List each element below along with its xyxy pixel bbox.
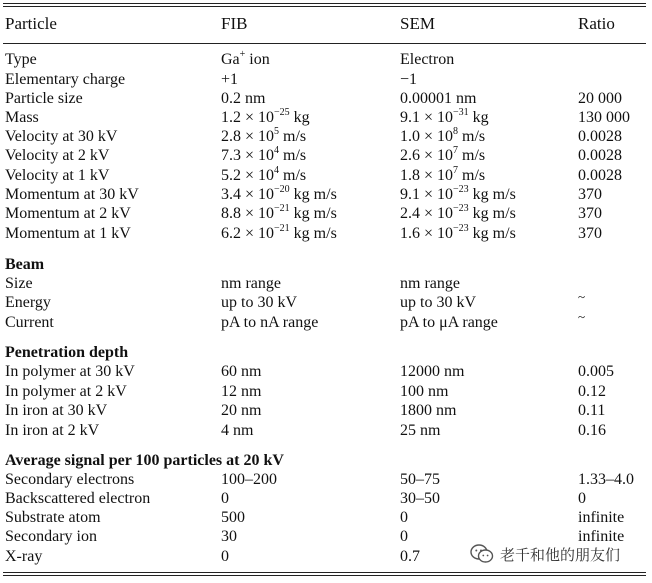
top-rule-2 bbox=[3, 6, 646, 7]
table-row bbox=[0, 489, 652, 509]
ratio-value: ~ bbox=[578, 289, 586, 304]
sem-value: 50–75 bbox=[400, 471, 440, 488]
table-row bbox=[0, 166, 652, 186]
fib-value-unit: kg bbox=[289, 109, 310, 126]
table-row bbox=[0, 309, 652, 333]
ratio-value: 0.11 bbox=[578, 402, 606, 419]
fib-value bbox=[221, 108, 310, 128]
table-header-row bbox=[0, 14, 652, 34]
fib-value-exponent: −25 bbox=[274, 106, 290, 118]
sem-value-base: 0.00001 nm bbox=[400, 90, 477, 107]
sem-value-exponent: 8 bbox=[453, 125, 459, 137]
ratio-value: 0.16 bbox=[578, 422, 606, 439]
ratio-value: 0.0028 bbox=[578, 147, 622, 164]
section-title-signal: Average signal per 100 particles at 20 kV bbox=[5, 452, 284, 469]
row-label: Secondary electrons bbox=[5, 471, 135, 488]
fib-value: nm range bbox=[221, 275, 281, 292]
sem-value-base: 2.4 × 10 bbox=[400, 205, 454, 222]
ratio-value: 0.0028 bbox=[578, 128, 622, 145]
table-row bbox=[0, 421, 652, 441]
table-row bbox=[0, 185, 652, 205]
bottom-rule-1 bbox=[3, 572, 646, 573]
sem-value-base: 2.6 × 10 bbox=[400, 147, 454, 164]
section-title-penetration: Penetration depth bbox=[5, 344, 129, 361]
sem-value-unit: m/s bbox=[458, 128, 486, 145]
fib-value-exponent: 5 bbox=[274, 125, 280, 137]
ratio-value: infinite bbox=[578, 528, 625, 545]
fib-value-exponent: 4 bbox=[274, 164, 280, 176]
row-label: Elementary charge bbox=[5, 71, 126, 88]
fib-value: 30 bbox=[221, 528, 237, 545]
row-label: Velocity at 2 kV bbox=[5, 147, 110, 164]
sem-value bbox=[400, 166, 485, 186]
ratio-value: 130 000 bbox=[578, 109, 630, 126]
fib-value bbox=[221, 204, 337, 224]
sem-value: 25 nm bbox=[400, 422, 441, 439]
table-row bbox=[0, 382, 652, 402]
fib-value-base: 3.4 × 10 bbox=[221, 186, 275, 203]
sem-value-unit: kg m/s bbox=[468, 205, 516, 222]
header-fib: FIB bbox=[221, 14, 248, 33]
fib-value-base: 2.8 × 10 bbox=[221, 128, 275, 145]
header-ratio: Ratio bbox=[578, 14, 615, 33]
fib-value-base: +1 bbox=[221, 71, 239, 88]
row-label: Energy bbox=[5, 294, 51, 311]
fib-value-base: Ga bbox=[221, 51, 240, 68]
ratio-value: 0 bbox=[578, 490, 586, 507]
row-label: Momentum at 1 kV bbox=[5, 225, 131, 242]
fib-value bbox=[221, 146, 306, 166]
ratio-value: ~ bbox=[578, 309, 586, 324]
table-row bbox=[0, 224, 652, 244]
sem-value bbox=[400, 108, 489, 128]
fib-value-base: 6.2 × 10 bbox=[221, 225, 275, 242]
sem-value bbox=[400, 89, 476, 109]
sem-value-unit: m/s bbox=[458, 167, 486, 184]
fib-value bbox=[221, 224, 337, 244]
watermark bbox=[470, 542, 620, 566]
table-row bbox=[0, 50, 652, 70]
fib-value: 0 bbox=[221, 548, 229, 565]
table-row bbox=[0, 508, 652, 528]
ratio-value: 370 bbox=[578, 225, 602, 242]
fib-value bbox=[221, 166, 306, 186]
sem-value: 0.7 bbox=[400, 548, 420, 565]
sem-value-base: 9.1 × 10 bbox=[400, 109, 454, 126]
bottom-rule-2 bbox=[3, 575, 646, 576]
row-label: Current bbox=[5, 314, 54, 331]
fib-value: 60 nm bbox=[221, 363, 262, 380]
fib-value bbox=[221, 50, 270, 70]
table-row bbox=[0, 108, 652, 128]
fib-value-base: 0.2 nm bbox=[221, 90, 266, 107]
sem-value-base: −1 bbox=[400, 71, 418, 88]
table-row bbox=[0, 289, 652, 313]
sem-value: 0 bbox=[400, 509, 408, 526]
sem-value: nm range bbox=[400, 275, 460, 292]
fib-value: 4 nm bbox=[221, 422, 254, 439]
wechat-icon bbox=[470, 543, 494, 565]
section-title-beam: Beam bbox=[5, 256, 45, 273]
sem-value-exponent: −31 bbox=[453, 106, 469, 118]
fib-value-exponent: −21 bbox=[274, 222, 290, 234]
fib-value bbox=[221, 70, 238, 90]
fib-value-base: 1.2 × 10 bbox=[221, 109, 275, 126]
fib-value: 12 nm bbox=[221, 383, 262, 400]
row-label: Type bbox=[5, 51, 37, 68]
fib-value-base: 5.2 × 10 bbox=[221, 167, 275, 184]
fib-value: 0 bbox=[221, 490, 229, 507]
ratio-value: infinite bbox=[578, 509, 625, 526]
fib-value bbox=[221, 89, 265, 109]
sem-value: up to 30 kV bbox=[400, 294, 476, 311]
sem-value-unit: kg m/s bbox=[468, 225, 516, 242]
fib-value-unit: m/s bbox=[279, 147, 307, 164]
sem-value-exponent: −23 bbox=[453, 202, 469, 214]
table-row bbox=[0, 70, 652, 90]
sem-value bbox=[400, 50, 454, 70]
row-label: In iron at 30 kV bbox=[5, 402, 108, 419]
row-label: Size bbox=[5, 275, 33, 292]
sem-value bbox=[400, 204, 516, 224]
ratio-value: 370 bbox=[578, 186, 602, 203]
table-row bbox=[0, 127, 652, 147]
table-row bbox=[0, 362, 652, 382]
fib-value: 20 nm bbox=[221, 402, 262, 419]
sem-value: 0 bbox=[400, 528, 408, 545]
ratio-value: 0.005 bbox=[578, 363, 614, 380]
row-label: Backscattered electron bbox=[5, 490, 151, 507]
fib-value-unit: kg m/s bbox=[289, 186, 337, 203]
row-label: X-ray bbox=[5, 548, 43, 565]
table-row bbox=[0, 146, 652, 166]
sem-value-base: 1.0 × 10 bbox=[400, 128, 454, 145]
row-label: Substrate atom bbox=[5, 509, 101, 526]
sem-value bbox=[400, 185, 516, 205]
row-label: Mass bbox=[5, 109, 39, 126]
sem-value: 30–50 bbox=[400, 490, 440, 507]
row-label: In iron at 2 kV bbox=[5, 422, 100, 439]
fib-value-exponent: −20 bbox=[274, 183, 290, 195]
table-row bbox=[0, 470, 652, 490]
sem-value-unit: kg bbox=[468, 109, 489, 126]
sem-value-unit: m/s bbox=[458, 147, 486, 164]
sem-value-base: Electron bbox=[400, 51, 455, 68]
row-label: In polymer at 2 kV bbox=[5, 383, 127, 400]
table-row bbox=[0, 89, 652, 109]
fib-value-exponent: 4 bbox=[274, 144, 280, 156]
fib-value: up to 30 kV bbox=[221, 294, 297, 311]
fib-value-unit: kg m/s bbox=[289, 225, 337, 242]
sem-value: 12000 nm bbox=[400, 363, 465, 380]
fib-value-unit: kg m/s bbox=[289, 205, 337, 222]
ratio-value: 1.33–4.0 bbox=[578, 471, 634, 488]
ratio-value: 0.12 bbox=[578, 383, 606, 400]
header-sem: SEM bbox=[400, 14, 435, 33]
sem-value-base: 1.8 × 10 bbox=[400, 167, 454, 184]
row-label: Momentum at 30 kV bbox=[5, 186, 139, 203]
fib-value bbox=[221, 127, 306, 147]
sem-value bbox=[400, 146, 485, 166]
fib-value-base: 7.3 × 10 bbox=[221, 147, 275, 164]
fib-value: 500 bbox=[221, 509, 245, 526]
sem-value-unit: kg m/s bbox=[468, 186, 516, 203]
sem-value bbox=[400, 224, 516, 244]
row-label: Momentum at 2 kV bbox=[5, 205, 131, 222]
fib-value: 100–200 bbox=[221, 471, 277, 488]
row-label: Particle size bbox=[5, 90, 83, 107]
sem-value-exponent: 7 bbox=[453, 164, 459, 176]
sem-value: 100 nm bbox=[400, 383, 449, 400]
ratio-value: 0.0028 bbox=[578, 167, 622, 184]
table-row bbox=[0, 401, 652, 421]
sem-value: 1800 nm bbox=[400, 402, 457, 419]
row-label: Velocity at 1 kV bbox=[5, 167, 110, 184]
sem-value bbox=[400, 70, 417, 90]
fib-value bbox=[221, 185, 337, 205]
table-row bbox=[0, 274, 652, 294]
fib-value-exponent: + bbox=[239, 48, 246, 60]
fib-value-exponent: −21 bbox=[274, 202, 290, 214]
top-rule-1 bbox=[3, 3, 646, 4]
fib-value-unit: m/s bbox=[279, 128, 307, 145]
sem-value-base: 1.6 × 10 bbox=[400, 225, 454, 242]
fib-value-unit: ion bbox=[245, 51, 270, 68]
header-particle: Particle bbox=[5, 14, 57, 33]
sem-value-base: 9.1 × 10 bbox=[400, 186, 454, 203]
watermark-text: 老千和他的朋友们 bbox=[500, 545, 621, 564]
table-row bbox=[0, 204, 652, 224]
fib-value-base: 8.8 × 10 bbox=[221, 205, 275, 222]
sem-value: pA to μA range bbox=[400, 314, 498, 331]
sem-value-exponent: 7 bbox=[453, 144, 459, 156]
header-rule bbox=[3, 43, 646, 44]
row-label: Secondary ion bbox=[5, 528, 97, 545]
row-label: In polymer at 30 kV bbox=[5, 363, 135, 380]
sem-value-exponent: −23 bbox=[453, 183, 469, 195]
ratio-value: 20 000 bbox=[578, 90, 622, 107]
ratio-value: 370 bbox=[578, 205, 602, 222]
fib-value-unit: m/s bbox=[279, 167, 307, 184]
row-label: Velocity at 30 kV bbox=[5, 128, 118, 145]
fib-value: pA to nA range bbox=[221, 314, 319, 331]
sem-value-exponent: −23 bbox=[453, 222, 469, 234]
sem-value bbox=[400, 127, 485, 147]
